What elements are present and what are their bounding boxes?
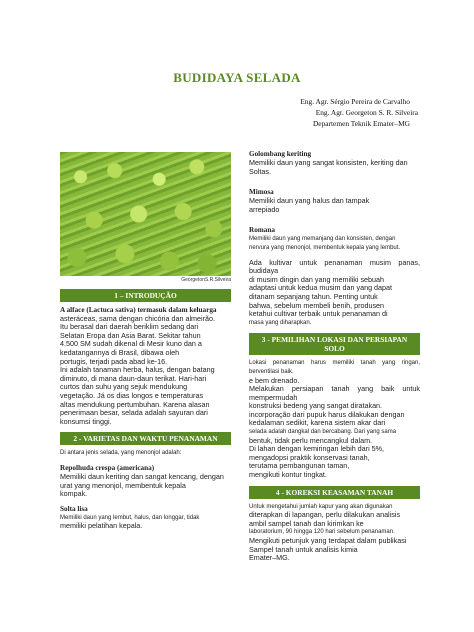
text-line: Sampel tanah untuk analisis kimia [249,544,358,554]
variety-name: Romana [249,226,275,235]
lettuce-photo [60,152,231,276]
text-line: ketahui cultivar terbaik untuk penanaman di [249,309,388,319]
text-line: Emater–MG. [249,553,290,563]
variety-name: Repolhuda crespa (americana) [60,463,155,472]
text-line: Untuk mengetahui jumlah kapur yang akan digunakan [249,503,393,510]
section-heading-introduction: 1 – INTRODUÇÃO [60,289,231,302]
text-line: di musim dingin dan yang memiliki sebuah [249,274,385,284]
text-line: Melakukan persiapan tanah yang baik untuk mempermudah [249,384,420,402]
variety-name: Mimosa [249,188,274,197]
intro-paragraph [60,315,231,427]
text-line: bentuk, tidak perlu mencangkul dalam. [249,435,373,445]
text-line: Lokasi penanaman harus memiliki tanah yang ringan, berventilasi baik. [249,360,420,375]
variety-name: Solta lisa [60,504,88,513]
intro-lead: A alface (Lactuca sativa) termasuk dalam keluarga [60,306,217,314]
text-line: Memiliki daun yang lembut, halus, dan longgar, tidak [60,514,200,521]
text-line: diminuto, di mana daun-daun terikat. Hari-hari [60,373,207,383]
section-heading-line: SOLO [324,344,345,354]
text-line: curtos dan suhu yang sejuk mendukung [60,382,188,392]
text-line: mengadopsi praktik konservasi tanah, [249,452,370,462]
text-line: kedatangannya di Brasil, dibawa oleh [60,347,180,357]
text-line: Ada kultivar untuk penanaman musim panas, budidaya [249,257,420,276]
text-line: bahwa, sebelum membeli benih, produsen [249,300,385,310]
section-heading-varieties: 2 - VARIETAS DAN WAKTU PENANAMAN [60,432,231,445]
text-line: selada adalah dangkal dan bercabang. Dari yang sama [249,429,397,436]
variety-name: Golombang keriting [249,150,312,158]
text-line: ambil sampel tanah dan kirimkan ke [249,518,364,528]
text-line: Itu berasal dari daerah beriklim sedang dari [60,322,199,332]
text-line: diterapkan di lapangan, perlu dilakukan analisis [249,510,401,520]
text-line: kompak. [60,489,88,499]
text-line: kedalaman sedikit, karena sistem akar dari [249,418,386,428]
text-line: Mengikuti petunjuk yang terdapat dalam publikasi [249,536,407,545]
section-heading-site-selection [249,333,420,355]
text-line: Memiliki daun yang memanjang dan konsisten, dengan [249,236,396,243]
text-line: urat yang menonjol, membentuk kepala [60,480,186,490]
text-line: konstruksi bedeng yang sangat diratakan. [249,401,383,411]
text-line: adaptasi untuk kedua musim dan yang dapat [249,283,393,293]
text-line: Ini adalah tanaman herba, halus, dengan batang [60,365,215,375]
text-line: altas mendukung pertumbuhan. Karena alasan [60,399,210,409]
author-department: Departemen Teknik Emater–MG [312,119,410,128]
site-selection-paragraph [249,359,420,479]
author-1: Eng. Agr. Sérgio Pereira de Carvalho [300,97,410,106]
text-line: Memiliki daun keriting dan sangat kencang, dengan [60,471,224,481]
text-line: Memiliki daun yang halus dan tampak [249,196,370,206]
text-line: Soltas. [249,166,271,176]
text-line: incorporação dari pupuk harus dilakukan dengan [249,409,405,419]
author-2: Eng. Agr. Georgeton S. R. Silveira [315,108,418,117]
text-line: konsumsi tinggi. [60,416,112,426]
text-line: Memiliki daun yang sangat konsisten, keriting dan [249,158,408,167]
varieties-intro: Di antara jenis selada, yang menonjol adalah: [60,450,182,457]
soil-acidity-paragraph [249,503,420,563]
page-title: BUDIDAYA SELADA [173,70,301,85]
text-line: masa yang diharapkan. [249,319,312,326]
photo-credit: GeorgetonS.R.Silveira [181,277,231,283]
text-line: e bem drenado. [249,375,300,385]
text-line: 4.500 SM sudah dikenal di Mesir kuno dan a [60,339,202,349]
section-heading-line: 3 - PEMILIHAN LOKASI DAN PERSIAPAN [261,335,408,345]
cultivar-paragraph [249,259,420,328]
author-block [300,96,418,129]
text-line: memiliki pelatihan kepala. [60,521,143,531]
text-line: mengikuti kontur tingkat. [249,470,327,480]
text-line: vegetação. Já os dias longos e temperaturas [60,390,204,400]
text-line: ditanam sepanjang tahun. Penting untuk [249,291,378,301]
section-heading-soil-acidity: 4 - KOREKSI KEASAMAN TANAH [249,486,420,499]
text-line: Selatan Eropa dan Asia Barat. Sekitar tahun [60,330,201,340]
text-line: terutama pembangunan taman, [249,461,350,471]
text-line: portugis, terjadi pada abad ke-16. [60,356,168,366]
text-line: penerimaan besar, selada adalah sayuran dari [60,408,208,418]
text-line: arrepiado [249,204,280,214]
left-column [60,152,231,531]
text-line: laboratorium, 90 hingga 120 hari sebelum penanaman. [249,529,395,536]
text-line: Di lahan dengan kemiringan lebih dari 5%, [249,444,385,454]
right-column [249,150,420,563]
text-line: nervura yang menonjol, membentuk kepala yang lembut. [249,244,401,251]
text-line: asteráceas, sama dengan chicória dan almeirão. [60,313,216,323]
